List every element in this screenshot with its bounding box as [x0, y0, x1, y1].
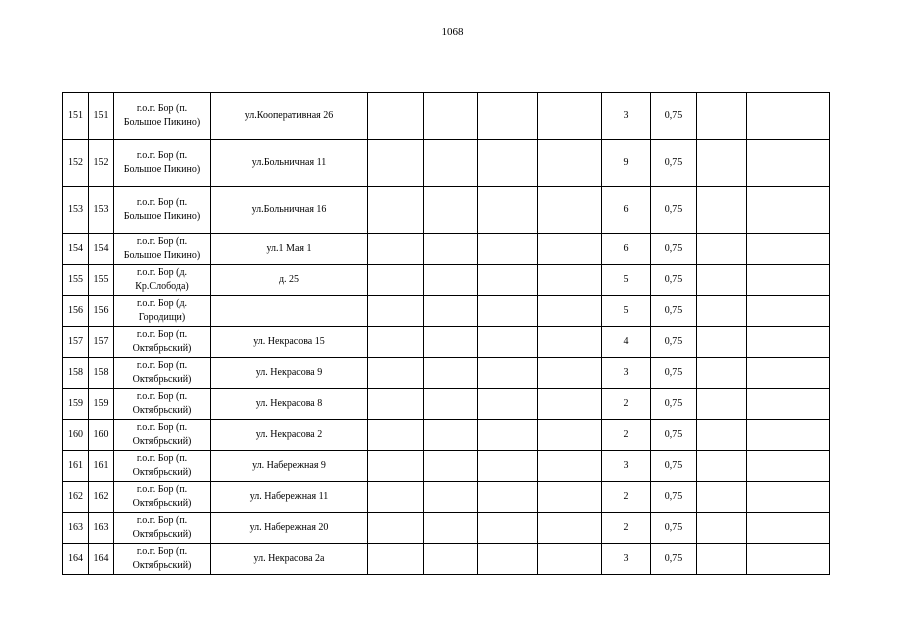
empty-cell: [478, 389, 538, 420]
locality-cell: [114, 93, 211, 140]
empty-cell: [697, 544, 747, 575]
empty-cell: [697, 451, 747, 482]
empty-cell: [478, 187, 538, 234]
locality-line: г.о.г. Бор (д.: [136, 267, 188, 278]
address-cell: ул. Некрасова 9: [211, 358, 368, 389]
address-cell: д. 25: [211, 265, 368, 296]
row-number-cell: 162: [63, 482, 89, 513]
empty-cell: [368, 93, 424, 140]
row-number-cell: 157: [63, 327, 89, 358]
count-cell: 5: [602, 296, 651, 327]
address-cell: ул. Набережная 20: [211, 513, 368, 544]
locality-cell: [114, 327, 211, 358]
empty-cell: [747, 544, 830, 575]
locality-cell: [114, 187, 211, 234]
empty-cell: [424, 420, 478, 451]
locality-line: г.о.г. Бор (п.: [136, 360, 188, 371]
table-row: [63, 296, 830, 327]
row-number-cell: 153: [63, 187, 89, 234]
row-number-cell: 151: [89, 93, 114, 140]
row-number-cell: 164: [89, 544, 114, 575]
locality-line: Большое Пикино): [123, 211, 201, 222]
locality-cell: [114, 234, 211, 265]
volume-cell: 0,75: [651, 358, 697, 389]
empty-cell: [424, 187, 478, 234]
empty-cell: [747, 296, 830, 327]
volume-cell: 0,75: [651, 93, 697, 140]
empty-cell: [538, 327, 602, 358]
address-cell: ул.1 Мая 1: [211, 234, 368, 265]
table-row: [63, 93, 830, 140]
count-cell: 6: [602, 187, 651, 234]
empty-cell: [478, 296, 538, 327]
row-number-cell: 158: [89, 358, 114, 389]
empty-cell: [368, 234, 424, 265]
empty-cell: [368, 451, 424, 482]
count-cell: 4: [602, 327, 651, 358]
row-number-cell: 154: [63, 234, 89, 265]
empty-cell: [747, 513, 830, 544]
volume-cell: 0,75: [651, 234, 697, 265]
table-row: [63, 187, 830, 234]
locality-line: Большое Пикино): [123, 164, 201, 175]
empty-cell: [538, 389, 602, 420]
empty-cell: [368, 187, 424, 234]
locality-line: Большое Пикино): [123, 250, 201, 261]
table-row: [63, 451, 830, 482]
empty-cell: [538, 544, 602, 575]
count-cell: 2: [602, 420, 651, 451]
empty-cell: [747, 234, 830, 265]
empty-cell: [478, 544, 538, 575]
count-cell: 6: [602, 234, 651, 265]
empty-cell: [697, 358, 747, 389]
table-row: [63, 513, 830, 544]
address-cell: [211, 296, 368, 327]
empty-cell: [538, 358, 602, 389]
empty-cell: [368, 389, 424, 420]
empty-cell: [368, 513, 424, 544]
row-number-cell: 151: [63, 93, 89, 140]
volume-cell: 0,75: [651, 482, 697, 513]
registry-table: [62, 92, 830, 575]
locality-cell: [114, 296, 211, 327]
empty-cell: [747, 420, 830, 451]
locality-cell: [114, 513, 211, 544]
row-number-cell: 160: [89, 420, 114, 451]
empty-cell: [538, 187, 602, 234]
table-row: [63, 265, 830, 296]
volume-cell: 0,75: [651, 451, 697, 482]
empty-cell: [538, 93, 602, 140]
volume-cell: 0,75: [651, 389, 697, 420]
locality-cell: [114, 482, 211, 513]
empty-cell: [747, 451, 830, 482]
row-number-cell: 162: [89, 482, 114, 513]
empty-cell: [538, 234, 602, 265]
empty-cell: [424, 482, 478, 513]
table-row: [63, 544, 830, 575]
locality-cell: [114, 358, 211, 389]
empty-cell: [424, 358, 478, 389]
empty-cell: [697, 187, 747, 234]
empty-cell: [697, 389, 747, 420]
empty-cell: [424, 296, 478, 327]
empty-cell: [424, 93, 478, 140]
locality-line: г.о.г. Бор (п.: [136, 546, 188, 557]
row-number-cell: 164: [63, 544, 89, 575]
empty-cell: [697, 482, 747, 513]
locality-line: Городищи): [138, 312, 186, 323]
volume-cell: 0,75: [651, 140, 697, 187]
table-row: [63, 234, 830, 265]
address-cell: ул. Набережная 9: [211, 451, 368, 482]
row-number-cell: 161: [89, 451, 114, 482]
count-cell: 9: [602, 140, 651, 187]
row-number-cell: 155: [89, 265, 114, 296]
empty-cell: [697, 513, 747, 544]
table-row: [63, 420, 830, 451]
locality-line: г.о.г. Бор (п.: [136, 197, 188, 208]
locality-line: г.о.г. Бор (п.: [136, 103, 188, 114]
locality-cell: [114, 544, 211, 575]
table-row: [63, 140, 830, 187]
empty-cell: [478, 482, 538, 513]
empty-cell: [424, 513, 478, 544]
row-number-cell: 158: [63, 358, 89, 389]
locality-cell: [114, 451, 211, 482]
row-number-cell: 152: [89, 140, 114, 187]
empty-cell: [478, 140, 538, 187]
table-row: [63, 482, 830, 513]
locality-line: Октябрьский): [132, 343, 192, 354]
row-number-cell: 156: [63, 296, 89, 327]
locality-cell: [114, 389, 211, 420]
locality-cell: [114, 420, 211, 451]
row-number-cell: 154: [89, 234, 114, 265]
locality-line: Октябрьский): [132, 529, 192, 540]
locality-line: г.о.г. Бор (п.: [136, 236, 188, 247]
empty-cell: [424, 389, 478, 420]
empty-cell: [747, 327, 830, 358]
empty-cell: [424, 234, 478, 265]
empty-cell: [424, 265, 478, 296]
empty-cell: [478, 513, 538, 544]
count-cell: 2: [602, 482, 651, 513]
table-row: [63, 358, 830, 389]
empty-cell: [368, 327, 424, 358]
empty-cell: [478, 93, 538, 140]
empty-cell: [424, 451, 478, 482]
locality-line: Октябрьский): [132, 560, 192, 571]
empty-cell: [538, 513, 602, 544]
empty-cell: [538, 296, 602, 327]
locality-line: Октябрьский): [132, 467, 192, 478]
row-number-cell: 152: [63, 140, 89, 187]
empty-cell: [478, 234, 538, 265]
empty-cell: [747, 187, 830, 234]
locality-line: г.о.г. Бор (п.: [136, 484, 188, 495]
row-number-cell: 159: [63, 389, 89, 420]
address-cell: ул.Кооперативная 26: [211, 93, 368, 140]
count-cell: 3: [602, 358, 651, 389]
count-cell: 2: [602, 513, 651, 544]
count-cell: 3: [602, 451, 651, 482]
empty-cell: [424, 327, 478, 358]
empty-cell: [478, 358, 538, 389]
address-cell: ул.Больничная 16: [211, 187, 368, 234]
empty-cell: [747, 265, 830, 296]
locality-line: Октябрьский): [132, 436, 192, 447]
volume-cell: 0,75: [651, 420, 697, 451]
empty-cell: [538, 140, 602, 187]
locality-line: Кр.Слобода): [135, 281, 189, 292]
locality-line: Октябрьский): [132, 498, 192, 509]
locality-line: г.о.г. Бор (п.: [136, 453, 188, 464]
empty-cell: [538, 420, 602, 451]
row-number-cell: 160: [63, 420, 89, 451]
empty-cell: [538, 451, 602, 482]
row-number-cell: 161: [63, 451, 89, 482]
empty-cell: [747, 358, 830, 389]
empty-cell: [478, 265, 538, 296]
empty-cell: [424, 140, 478, 187]
locality-cell: [114, 140, 211, 187]
table-row: [63, 389, 830, 420]
empty-cell: [697, 327, 747, 358]
address-cell: ул. Некрасова 2а: [211, 544, 368, 575]
count-cell: 2: [602, 389, 651, 420]
table-row: [63, 327, 830, 358]
locality-line: г.о.г. Бор (п.: [136, 150, 188, 161]
address-cell: ул.Больничная 11: [211, 140, 368, 187]
count-cell: 3: [602, 93, 651, 140]
empty-cell: [747, 389, 830, 420]
row-number-cell: 155: [63, 265, 89, 296]
page-number: 1068: [441, 26, 464, 38]
row-number-cell: 157: [89, 327, 114, 358]
volume-cell: 0,75: [651, 327, 697, 358]
empty-cell: [478, 451, 538, 482]
address-cell: ул. Некрасова 15: [211, 327, 368, 358]
empty-cell: [697, 296, 747, 327]
empty-cell: [538, 482, 602, 513]
empty-cell: [697, 234, 747, 265]
locality-cell: [114, 265, 211, 296]
row-number-cell: 163: [63, 513, 89, 544]
locality-line: г.о.г. Бор (п.: [136, 422, 188, 433]
empty-cell: [697, 265, 747, 296]
volume-cell: 0,75: [651, 513, 697, 544]
locality-line: г.о.г. Бор (п.: [136, 515, 188, 526]
locality-line: г.о.г. Бор (п.: [136, 391, 188, 402]
count-cell: 3: [602, 544, 651, 575]
locality-line: г.о.г. Бор (д.: [136, 298, 188, 309]
locality-line: Октябрьский): [132, 405, 192, 416]
empty-cell: [368, 265, 424, 296]
empty-cell: [478, 327, 538, 358]
empty-cell: [478, 420, 538, 451]
row-number-cell: 156: [89, 296, 114, 327]
row-number-cell: 153: [89, 187, 114, 234]
volume-cell: 0,75: [651, 296, 697, 327]
empty-cell: [368, 296, 424, 327]
volume-cell: 0,75: [651, 544, 697, 575]
empty-cell: [368, 358, 424, 389]
volume-cell: 0,75: [651, 265, 697, 296]
empty-cell: [697, 140, 747, 187]
empty-cell: [538, 265, 602, 296]
volume-cell: 0,75: [651, 187, 697, 234]
address-cell: ул. Набережная 11: [211, 482, 368, 513]
locality-line: г.о.г. Бор (п.: [136, 329, 188, 340]
empty-cell: [747, 482, 830, 513]
address-cell: ул. Некрасова 8: [211, 389, 368, 420]
empty-cell: [368, 140, 424, 187]
empty-cell: [424, 544, 478, 575]
empty-cell: [747, 93, 830, 140]
address-cell: ул. Некрасова 2: [211, 420, 368, 451]
empty-cell: [697, 93, 747, 140]
empty-cell: [368, 544, 424, 575]
row-number-cell: 163: [89, 513, 114, 544]
count-cell: 5: [602, 265, 651, 296]
locality-line: Октябрьский): [132, 374, 192, 385]
empty-cell: [368, 420, 424, 451]
empty-cell: [747, 140, 830, 187]
row-number-cell: 159: [89, 389, 114, 420]
empty-cell: [697, 420, 747, 451]
empty-cell: [368, 482, 424, 513]
locality-line: Большое Пикино): [123, 117, 201, 128]
